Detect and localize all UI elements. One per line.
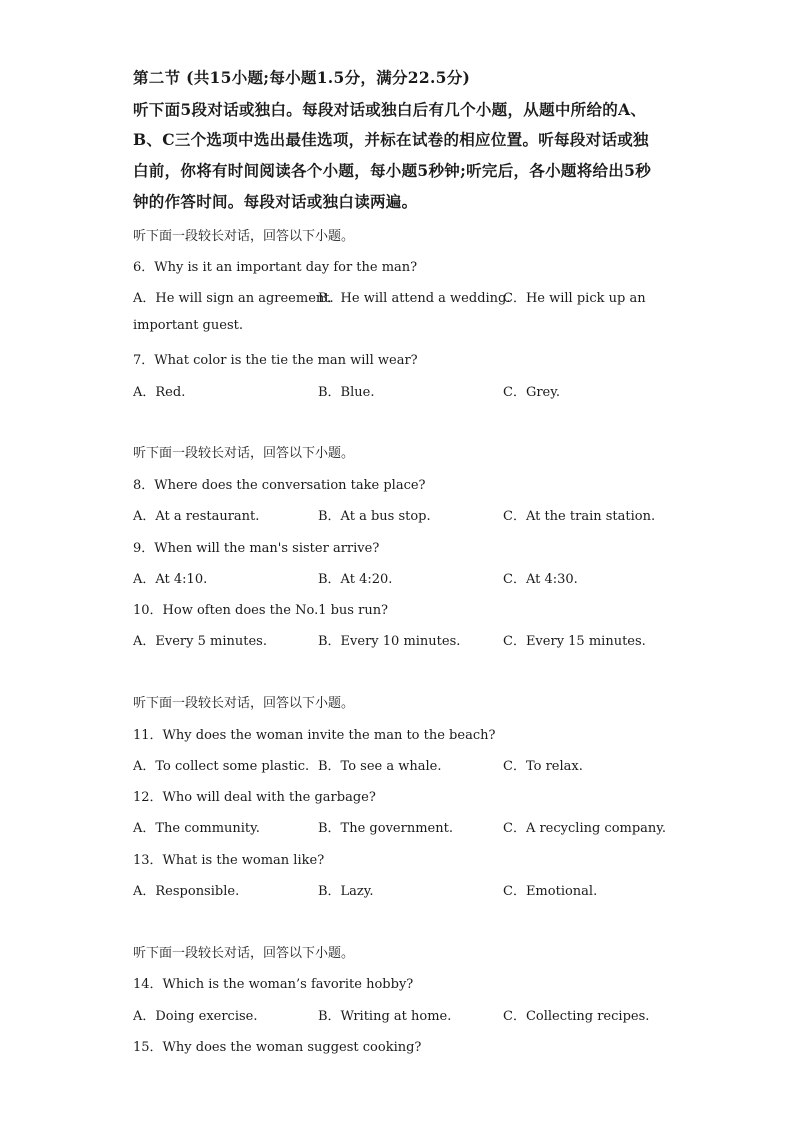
question-12-option-b: B．The government. <box>318 821 453 836</box>
group-3-intro: 听下面一段较长对话，回答以下小题。 <box>133 696 355 711</box>
question-7-stem: 7．What color is the tie the man will wear? <box>133 353 418 368</box>
group-4-intro: 听下面一段较长对话，回答以下小题。 <box>133 946 355 961</box>
question-8-stem: 8．Where does the conversation take place? <box>133 478 426 493</box>
question-11-option-c: C．To relax. <box>503 759 583 774</box>
group-2-intro: 听下面一段较长对话，回答以下小题。 <box>133 446 355 461</box>
question-6-option-c: C．He will pick up an <box>503 291 646 306</box>
question-14-option-c: C．Collecting recipes. <box>503 1009 650 1024</box>
question-15-stem: 15．Why does the woman suggest cooking? <box>133 1040 422 1055</box>
question-11-option-a: A．To collect some plastic. <box>133 759 310 774</box>
question-13-option-b: B．Lazy. <box>318 884 374 899</box>
instructions-line-2: B、C三个选项中选出最佳选项，并标在试卷的相应位置。听每段对话或独 <box>133 130 649 149</box>
question-10-stem: 10．How often does the No.1 bus run? <box>133 603 389 618</box>
question-14-stem: 14．Which is the woman’s favorite hobby? <box>133 977 414 992</box>
question-13-stem: 13．What is the woman like? <box>133 853 325 868</box>
question-9-option-b: B．At 4:20. <box>318 572 393 587</box>
question-14-option-b: B．Writing at home. <box>318 1009 452 1024</box>
question-6-option-c-continuation: important guest. <box>133 318 243 333</box>
question-9-option-c: C．At 4:30. <box>503 572 578 587</box>
question-8-option-a: A．At a restaurant. <box>133 509 260 524</box>
question-10-option-c: C．Every 15 minutes. <box>503 634 646 649</box>
question-11-stem: 11．Why does the woman invite the man to the beach? <box>133 728 496 743</box>
question-7-option-c: C．Grey. <box>503 385 560 400</box>
question-13-option-a: A．Responsible. <box>133 884 240 899</box>
instructions-line-3: 白前，你将有时间阅读各个小题，每小题5秒钟;听完后，各小题将给出5秒 <box>133 161 651 180</box>
question-11-option-b: B．To see a whale. <box>318 759 442 774</box>
question-8-option-c: C．At the train station. <box>503 509 656 524</box>
question-12-option-a: A．The community. <box>133 821 260 836</box>
instructions-line-1: 听下面5段对话或独白。每段对话或独白后有几个小题，从题中所给的A、 <box>133 100 647 119</box>
question-9-option-a: A．At 4:10. <box>133 572 208 587</box>
question-9-stem: 9．When will the man's sister arrive? <box>133 541 380 556</box>
group-1-intro: 听下面一段较长对话，回答以下小题。 <box>133 229 355 244</box>
question-6-stem: 6．Why is it an important day for the man? <box>133 260 418 275</box>
question-7-option-b: B．Blue. <box>318 385 375 400</box>
question-10-option-b: B．Every 10 minutes. <box>318 634 461 649</box>
question-6-option-b: B．He will attend a wedding. <box>318 291 511 306</box>
question-13-option-c: C．Emotional. <box>503 884 598 899</box>
question-14-option-a: A．Doing exercise. <box>133 1009 258 1024</box>
question-6-option-a: A．He will sign an agreement. <box>133 291 334 306</box>
question-8-option-b: B．At a bus stop. <box>318 509 431 524</box>
question-10-option-a: A．Every 5 minutes. <box>133 634 267 649</box>
question-7-option-a: A．Red. <box>133 385 186 400</box>
instructions-line-4: 钟的作答时间。每段对话或独白读两遍。 <box>133 192 418 211</box>
section-heading: 第二节 (共15小题;每小题1.5分，满分22.5分) <box>133 68 471 87</box>
question-12-option-c: C．A recycling company. <box>503 821 667 836</box>
question-12-stem: 12．Who will deal with the garbage? <box>133 790 376 805</box>
